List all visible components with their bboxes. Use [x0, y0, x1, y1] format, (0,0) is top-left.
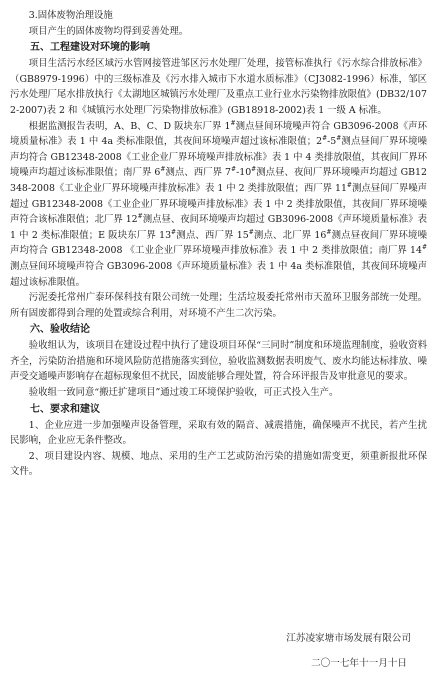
paragraph-conclusion: 验收组认为，该项目在建设过程中执行了建设项目环保“三同时”制度和环境监理制度，验收资料齐全，污染防治措施和环境风险防范措施落实到位，验收监测数据表明废气、废水均能达标排放、噪声受交通噪声影响存在超标现象但不扰民，固废能够合理处置，符合环评报告及审批意见的要求。 — [10, 340, 427, 383]
signature-company: 江苏凌家塘市场发展有限公司 — [286, 633, 411, 644]
heading-section-6: 六、验收结论 — [30, 324, 90, 336]
heading-section-5: 五、工程建设对环境的影响 — [30, 42, 150, 54]
signature-date: 二〇一七年十一月十日 — [311, 658, 407, 669]
heading-section-7: 七、要求和建议 — [30, 403, 100, 415]
paragraph-wastewater: 项目生活污水经区域污水管网接管进邹区污水处理厂处理，接管标准执行《污水综合排放标准》（GB8979-1996）中的三级标准及《污水排入城市下水道水质标准》（CJ3082-1996）标准，邹区污水处理厂尾水排放执行《太湖地区城镇污水处理厂及重点工业行业水污染物排放限值》(DB32/1072-2007)表 2 和《城镇污水处理厂污染物排放标准》(GB18918-2002)表 1 一级 A 标准。 — [10, 58, 427, 116]
paragraph-requirement-2: 2、项目建设内容、规模、地点、采用的生产工艺或防治污染的措施如需变更，须重新报批环保文件。 — [10, 450, 427, 478]
paragraph-requirement-1: 1、企业应进一步加强噪声设备管理，采取有效的隔音、减震措施，确保噪声不扰民，若产生扰民影响，企业应无条件整改。 — [10, 419, 427, 447]
section-3-title: 3.固体废物治理设施 — [28, 10, 113, 21]
paragraph-noise-monitoring: 根据监测报告表明，A、B、C、D 阪块东厂界 1#测点昼间环境噪声符合 GB3096-2008《声环境质量标准》表 1 中 4a 类标准限值，其夜间环境噪声超过该标准限值；2#-5#测点昼间厂界环境噪声均符合 GB12348-2008《工业企业厂界环境噪声排放标准》表 1 中 4 类排放限值，其夜间厂界环境噪声均超过该标准限值；南厂界 6#测点、西厂界 7#-10#测点昼、夜间厂界环境噪声均超过 GB12348-2008《工业企业厂界环境噪声排放标准》表 1 中 2 类排放限值；西厂界 11#测点昼间厂界噪声超过 GB12348-2008《工业企业厂界环境噪声排放标准》表 1 中 2 类排放限值，其夜间厂界环境噪声符合该标准限值；北厂界 12#测点昼、夜间环境噪声均超过 GB3096-2008《声环境质量标准》表 1 中 2 类标准限值；E 阪块东厂界 13#测点、西厂界 15#测点、北厂界 16#测点昼夜间厂界环境噪声均符合 GB12348-2008 《工业企业厂界环境噪声排放标准》表 1 中 2 类排放限值；南厂界 14#测点昼间环境噪声符合 GB3096-2008《声环境质量标准》表 1 中 4a 类标准限值，其夜间环境噪声超过该标准限值。 — [10, 119, 427, 288]
section-3-text: 项目产生的固体废物均得到妥善处理。 — [28, 25, 189, 37]
paragraph-approval: 验收组一致同意“搬迁扩建项目”通过竣工环境保护验收，可正式投入生产。 — [28, 387, 339, 399]
paragraph-solid-waste: 污泥委托常州广泰环保科技有限公司统一处理；生活垃圾委托常州市天盈环卫服务部统一处理。所有固废都得到合理的处置或综合利用，对环境不产生二次污染。 — [10, 292, 427, 319]
